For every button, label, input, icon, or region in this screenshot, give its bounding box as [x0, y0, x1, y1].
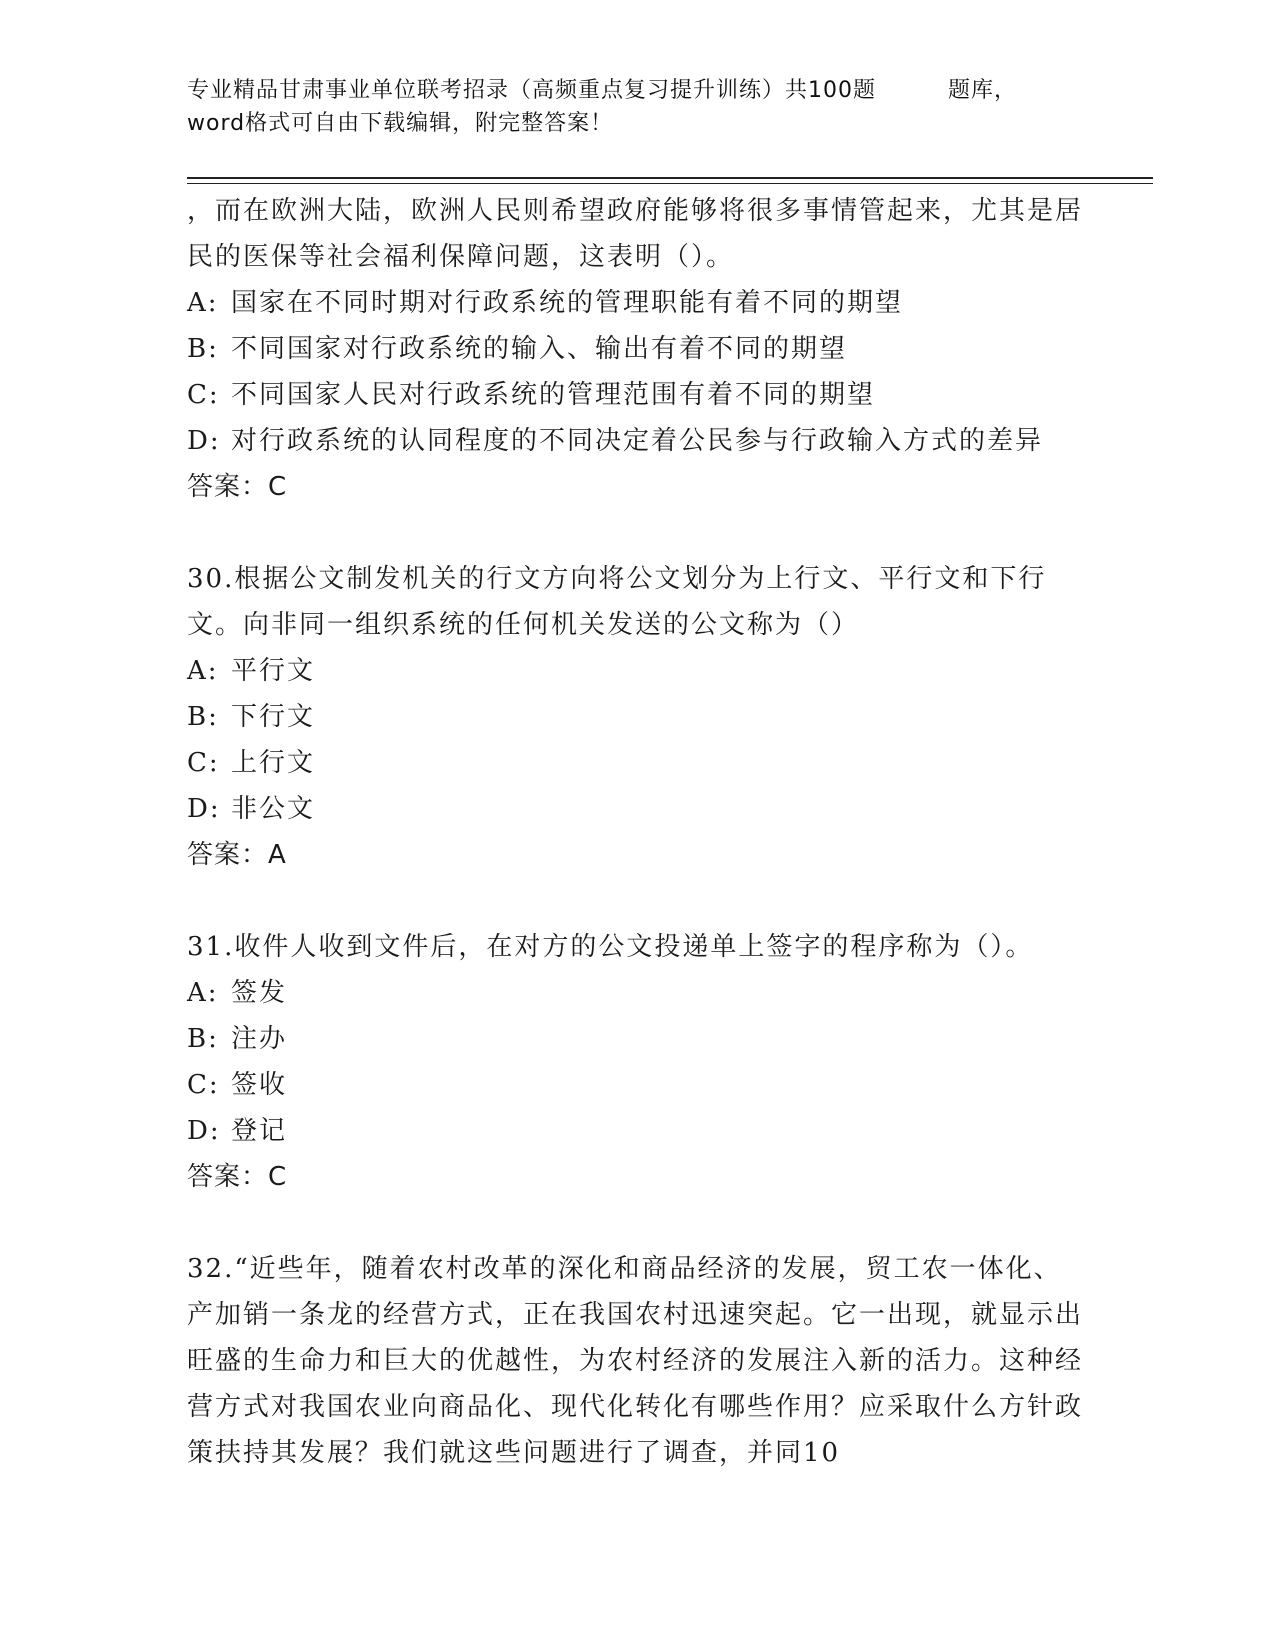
option-a [187, 280, 1087, 326]
option-label: B: [187, 702, 219, 732]
header-title: 专业精品甘肃事业单位联考招录（高频重点复习提升训练）共100题 [187, 78, 876, 103]
header-title-suffix: 题库， [948, 78, 1018, 103]
option-c [187, 740, 1087, 786]
option-text: 签发 [231, 978, 288, 1008]
document-body [187, 188, 1087, 1476]
option-label: C: [187, 380, 220, 410]
question-31 [187, 924, 1087, 1200]
header-rule-thick [187, 177, 1153, 179]
header-line-1 [187, 74, 1067, 107]
answer: 答案：C [187, 1162, 288, 1192]
option-label: D: [187, 426, 221, 456]
option-text: 登记 [231, 1116, 288, 1146]
option-b [187, 694, 1087, 740]
question-text: 31.收件人收到文件后，在对方的公文投递单上签字的程序称为（）。 [187, 932, 1034, 962]
question-text: 32.“近些年，随着农村改革的深化和商品经济的发展，贸工农一体化、产加销一条龙的经营方式，正在我国农村迅速突起。它一出现，就显示出旺盛的生命力和巨大的优越性，为农村经济的发展注入新的活力。这种经营方式对我国农业向商品化、现代化转化有哪些作用？应采取什么方针政策扶持其发展？我们就这些问题进行了调查，并同10 [187, 1254, 1084, 1468]
option-c [187, 372, 1087, 418]
option-label: A: [187, 656, 219, 686]
option-label: D: [187, 1116, 221, 1146]
option-label: B: [187, 1024, 219, 1054]
page-header [187, 74, 1067, 140]
question-text: 30.根据公文制发机关的行文方向将公文划分为上行文、平行文和下行文。向非同一组织系统的任何机关发送的公文称为（） [187, 564, 1047, 640]
question-29 [187, 188, 1087, 510]
option-text: 注办 [231, 1024, 288, 1054]
option-d [187, 418, 1087, 464]
option-label: C: [187, 748, 220, 778]
option-label: A: [187, 978, 219, 1008]
question-30 [187, 556, 1087, 878]
option-text: 国家在不同时期对行政系统的管理职能有着不同的期望 [231, 288, 904, 318]
option-text: 签收 [231, 1070, 288, 1100]
option-text: 不同国家人民对行政系统的管理范围有着不同的期望 [231, 380, 876, 410]
option-text: 不同国家对行政系统的输入、输出有着不同的期望 [231, 334, 848, 364]
option-label: D: [187, 794, 221, 824]
option-label: B: [187, 334, 219, 364]
option-text: 对行政系统的认同程度的不同决定着公民参与行政输入方式的差异 [231, 426, 1044, 456]
option-a [187, 648, 1087, 694]
header-rule-thin [187, 183, 1153, 184]
option-b [187, 1016, 1087, 1062]
option-label: A: [187, 288, 219, 318]
header-line-2: word格式可自由下载编辑，附完整答案！ [187, 111, 614, 136]
option-label: C: [187, 1070, 220, 1100]
option-c [187, 1062, 1087, 1108]
answer: 答案：A [187, 840, 287, 870]
question-text: ，而在欧洲大陆，欧洲人民则希望政府能够将很多事情管起来，尤其是居民的医保等社会福利保障问题，这表明（）。 [187, 196, 1084, 272]
question-32 [187, 1246, 1087, 1476]
option-d [187, 1108, 1087, 1154]
option-text: 平行文 [231, 656, 316, 686]
option-text: 下行文 [231, 702, 316, 732]
option-text: 非公文 [231, 794, 316, 824]
option-b [187, 326, 1087, 372]
option-a [187, 970, 1087, 1016]
answer: 答案：C [187, 472, 288, 502]
option-text: 上行文 [231, 748, 316, 778]
option-d [187, 786, 1087, 832]
